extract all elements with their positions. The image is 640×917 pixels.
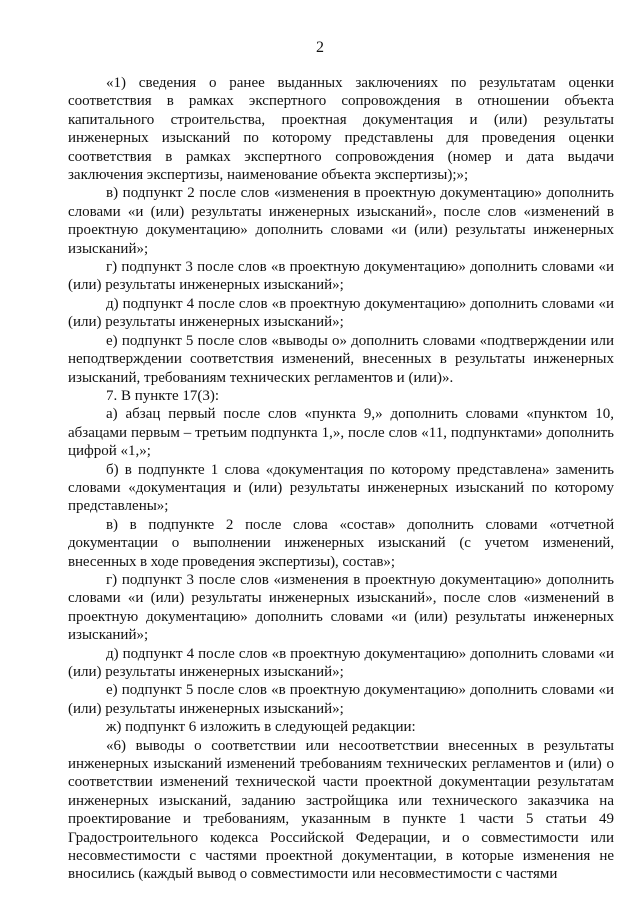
paragraph-item-6-conclusions: «6) выводы о соответствии или несоответствии внесенных в результаты инженерных изысканий изменений требованиям технических регламентов и (или) о соответствии изменений технической части проектной документации результатам инженерных изысканий, заданию застройщика или технического заказчика на проектирование и требованиям, указанным в пункте 1 части 5 статьи 49 Градостроительного кодекса Российской Федерации, и о совместимости или несовместимости с частями проектной документации, в которые изменения не вносились (каждый вывод о совместимости или несовместимости с частями: [68, 737, 614, 883]
paragraph-v-subitem-2-sostav: в) в подпункте 2 после слова «состав» дополнить словами «отчетной документации о выполнении инженерных изысканий (с учетом изменений, внесенных в ходе проведения экспертизы), состав»;: [68, 516, 614, 570]
paragraph-d-subitem-4-project: д) подпункт 4 после слов «в проектную документацию» дополнить словами «и (или) результаты инженерных изысканий»;: [68, 645, 614, 680]
paragraph-a-first-abzac: а) абзац первый после слов «пункта 9,» дополнить словами «пунктом 10, абзацами первым – третьим подпункта 1,», после слов «11, подпунктами» дополнить цифрой «1,»;: [68, 406, 614, 460]
paragraph-point-7: 7. В пункте 17(3):: [106, 387, 220, 404]
paragraph-b-subitem-1: б) в подпункте 1 слова «документация по которому представлена» заменить словами «документация и (или) результаты инженерных изысканий по которому представлены»;: [68, 461, 614, 515]
paragraph-g-subitem-3: г) подпункт 3 после слов «в проектную документацию» дополнить словами «и (или) результаты инженерных изысканий»;: [68, 259, 614, 294]
document-body: [68, 74, 614, 884]
page-number: 2: [316, 39, 324, 56]
paragraph-item-1-info: «1) сведения о ранее выданных заключениях по результатам оценки соответствия в рамках экспертного сопровождения в отношении объекта капитального строительства, проектная документация и (или) результаты инженерных изысканий по которому представлены для проведения оценки соответствия в рамках экспертного сопровождения (номер и дата выдачи заключения экспертизы, наименование объекта экспертизы);»;: [68, 75, 614, 184]
paragraph-g-subitem-3-changes: г) подпункт 3 после слов «изменения в проектную документацию» дополнить словами «и (или) результаты инженерных изысканий», после слов «изменений в проектную документацию» дополнить словами «и (или) результаты инженерных изысканий»;: [68, 571, 614, 644]
paragraph-d-subitem-4: д) подпункт 4 после слов «в проектную документацию» дополнить словами «и (или) результаты инженерных изысканий»;: [68, 295, 614, 331]
paragraph-e-subitem-5-project: е) подпункт 5 после слов «в проектную документацию» дополнить словами «и (или) результаты инженерных изысканий»;: [68, 682, 614, 717]
paragraph-zh-subitem-6: ж) подпункт 6 изложить в следующей редакции:: [106, 719, 416, 736]
paragraph-e-subitem-5: е) подпункт 5 после слов «выводы о» дополнить словами «подтверждении или неподтверждении соответствия изменений, внесенных в результаты инженерных изысканий, требованиям технических регламентов и (или)».: [68, 332, 614, 386]
paragraph-v-subitem-2: в) подпункт 2 после слов «изменения в проектную документацию» дополнить словами «и (или) результаты инженерных изысканий», после слов «изменений в проектную документацию» дополнить словами «и (или) результаты инженерных изысканий»;: [68, 185, 614, 257]
